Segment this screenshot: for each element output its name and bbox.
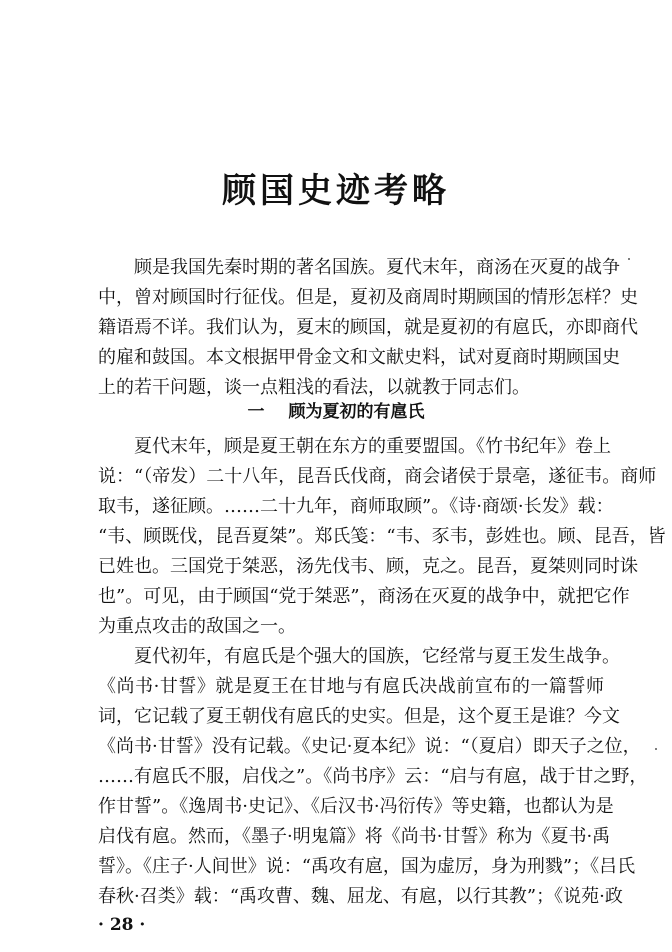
intro-line: 中，曾对顾国时行征伐。但是，夏初及商周时期顾国的情形怎样？史 [98,287,638,308]
paragraph-line: 夏代初年，有扈氏是个强大的国族，它经常与夏王发生战争。 [134,646,620,667]
article-title: 顾国史迹考略 [222,171,450,211]
intro-line: 顾是我国先秦时期的著名国族。夏代末年，商汤在灭夏的战争 [134,257,620,278]
paragraph-line: 誓》。《庄子·人间世》说：“禹攻有扈，国为虚厉，身为刑戮”；《吕氏 [98,856,636,877]
paragraph-line: 《尚书·甘誓》没有记载。《史记·夏本纪》说：“（夏启）即天子之位， [98,736,641,757]
paragraph-line: 春秋·召类》载：“禹攻曹、魏、屈龙、有扈，以行其教”；《说苑·政 [98,886,623,907]
intro-line: 上的若干问题，谈一点粗浅的看法，以就教于同志们。 [98,377,530,398]
page-number: · 28 · [98,915,146,935]
paragraph-line: 作甘誓”。《逸周书·史记》、《后汉书·冯衍传》等史籍，也都认为是 [98,796,614,817]
intro-line: 的雇和鼓国。本文根据甲骨金文和文献史料，试对夏商时期顾国史 [98,347,620,368]
paragraph-line: 已姓也。三国党于桀恶，汤先伐韦、顾，克之。昆吾，夏桀则同时诛 [98,556,638,577]
paragraph-line: 启伐有扈。然而，《墨子·明鬼篇》将《尚书·甘誓》称为《夏书·禹 [98,826,611,847]
paragraph-line: “韦、顾既伐，昆吾夏桀”。郑氏笺：“韦、豕韦，彭姓也。顾、昆吾，皆 [98,526,666,547]
paragraph-line: 夏代末年，顾是夏王朝在东方的重要盟国。《竹书纪年》卷上 [134,436,611,457]
scan-speck [655,748,657,750]
section-number: 一 [247,402,265,422]
paragraph-line: ……有扈氏不服，启伐之”。《尚书序》云：“启与有扈，战于甘之野， [98,766,648,787]
paragraph-line: 为重点攻击的敌国之一。 [98,616,296,637]
paragraph-line: 也”。可见，由于顾国“党于桀恶”，商汤在灭夏的战争中，就把它作 [98,586,630,607]
section-heading-text: 顾为夏初的有扈氏 [288,402,425,422]
intro-line: 籍语焉不详。我们认为，夏末的顾国，就是夏初的有扈氏，亦即商代 [98,317,638,338]
paragraph-line: 《尚书·甘誓》就是夏王在甘地与有扈氏决战前宣布的一篇誓师 [98,676,604,697]
paragraph-line: 取韦，遂征顾。……二十九年，商师取顾”。《诗·商颂·长发》载： [98,496,614,517]
paragraph-line: 说：“（帝发）二十八年，昆吾氏伐商，商会诸侯于景亳，遂征韦。商师 [98,466,657,487]
section-heading [0,397,672,427]
scan-speck [628,258,630,260]
paragraph-line: 词，它记载了夏王朝伐有扈氏的史实。但是，这个夏王是谁？今文 [98,706,620,727]
